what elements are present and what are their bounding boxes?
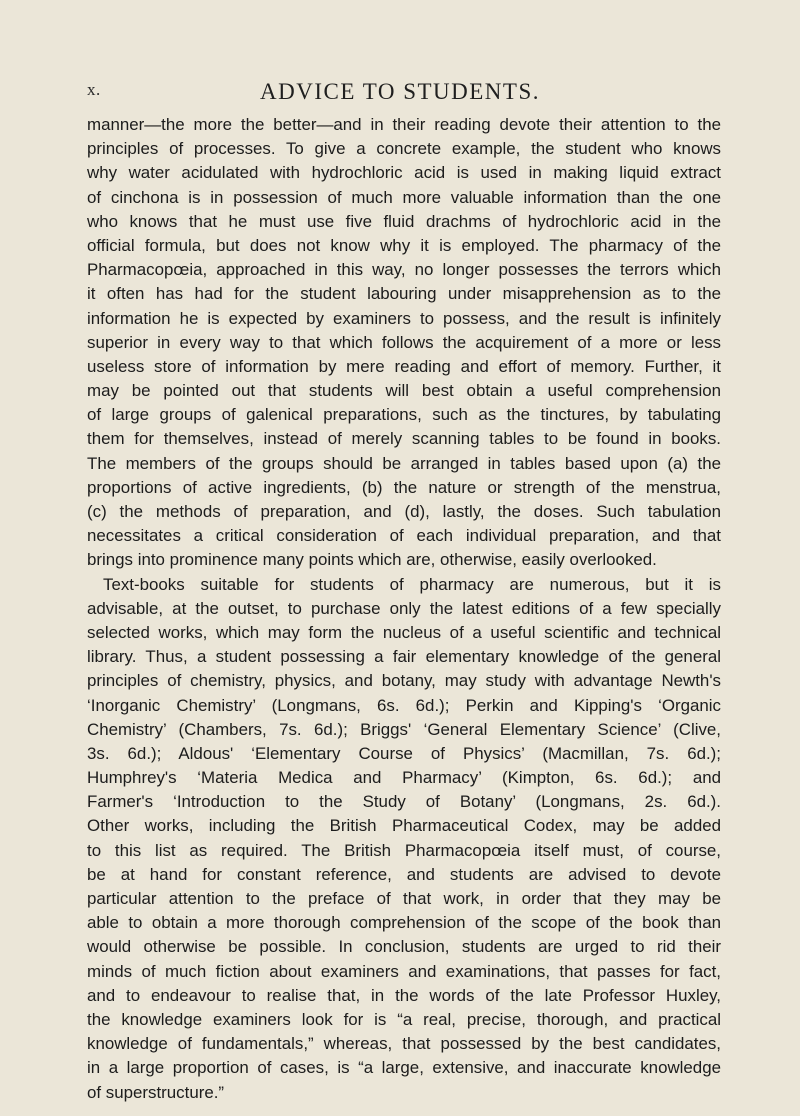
text-line: manner—the more the better—and in their reading devote their attention to the [87, 115, 721, 134]
text-line: of superstructure.” [87, 1082, 225, 1102]
text-line: advisable, at the outset, to purchase only the latest editions of a few specially [87, 598, 721, 618]
text-line: information he is expected by examiners to possess, and the result is infinitely [87, 308, 721, 328]
text-line: in a large proportion of cases, is “a large, extensive, and inaccurate knowledge [87, 1058, 721, 1078]
text-line: may be pointed out that students will best obtain a useful comprehension [87, 381, 721, 401]
text-line: superior in every way to that which follows the acquirement of a more or less [87, 332, 721, 352]
text-line: useless store of information by mere reading and effort of memory. Further, it [87, 356, 721, 376]
text-line: Text-books suitable for students of pharmacy are numerous, but it is [103, 574, 721, 594]
running-head: ADVICE TO STUDENTS. [259, 79, 541, 104]
text-line: why water acidulated with hydrochloric acid is used in making liquid extract [87, 163, 721, 183]
text-line: Chemistry’ (Chambers, 7s. 6d.); Briggs' ‘General Elementary Science’ (Clive, [87, 719, 721, 739]
text-line: necessitates a critical consideration of each individual preparation, and that [87, 526, 721, 546]
text-line: of cinchona is in possession of much more valuable information than the one [87, 187, 721, 207]
text-line: official formula, but does not know why it is employed. The pharmacy of the [87, 235, 721, 255]
text-line: of large groups of galenical preparations, such as the tinctures, by tabulating [87, 405, 721, 425]
text-line: Humphrey's ‘Materia Medica and Pharmacy’ (Kimpton, 6s. 6d.); and [87, 768, 721, 788]
text-line: 3s. 6d.); Aldous' ‘Elementary Course of Physics’ (Macmillan, 7s. 6d.); [87, 743, 721, 763]
text-line: The members of the groups should be arranged in tables based upon (a) the [87, 453, 721, 473]
text-line: who knows that he must use five fluid drachms of hydrochloric acid in the [87, 211, 721, 231]
text-line: able to obtain a more thorough comprehension of the scope of the book than [87, 913, 721, 933]
text-line: proportions of active ingredients, (b) the nature or strength of the menstrua, [87, 477, 721, 497]
text-line: be at hand for constant reference, and students are advised to devote [87, 864, 721, 884]
text-line: Other works, including the British Pharmaceutical Codex, may be added [87, 816, 721, 836]
text-line: principles of chemistry, physics, and botany, may study with advantage Newth's [87, 671, 721, 691]
text-line: particular attention to the preface of that work, in order that they may be [87, 889, 721, 908]
body-text [87, 113, 721, 1105]
text-line: them for themselves, instead of merely scanning tables to be found in books. [87, 429, 721, 449]
text-line: library. Thus, a student possessing a fair elementary knowledge of the general [87, 647, 721, 667]
text-line: to this list as required. The British Pharmacopœia itself must, of course, [87, 840, 721, 860]
text-line: would otherwise be possible. In conclusion, students are urged to rid their [87, 937, 721, 957]
text-line: it often has had for the student labouring under misapprehension as to the [87, 284, 721, 304]
text-line: the knowledge examiners look for is “a real, precise, thorough, and practical [87, 1009, 721, 1029]
text-line: (c) the methods of preparation, and (d), lastly, the doses. Such tabulation [87, 502, 721, 521]
text-line: principles of processes. To give a concrete example, the student who knows [87, 139, 721, 159]
text-line: brings into prominence many points which are, otherwise, easily overlooked. [87, 550, 657, 570]
text-line: selected works, which may form the nucleus of a useful scientific and technical [87, 622, 721, 642]
text-line: Pharmacopœia, approached in this way, no longer possesses the terrors which [87, 260, 721, 280]
text-line: and to endeavour to realise that, in the words of the late Professor Huxley, [87, 985, 721, 1005]
text-line: knowledge of fundamentals,” whereas, that possessed by the best candidates, [87, 1034, 721, 1054]
text-line: minds of much fiction about examiners and examinations, that passes for fact, [87, 961, 721, 981]
page-folio: x. [87, 80, 101, 99]
text-line: ‘Inorganic Chemistry’ (Longmans, 6s. 6d.); Perkin and Kipping's ‘Organic [87, 695, 721, 715]
text-line: Farmer's ‘Introduction to the Study of Botany’ (Longmans, 2s. 6d.). [87, 792, 721, 812]
